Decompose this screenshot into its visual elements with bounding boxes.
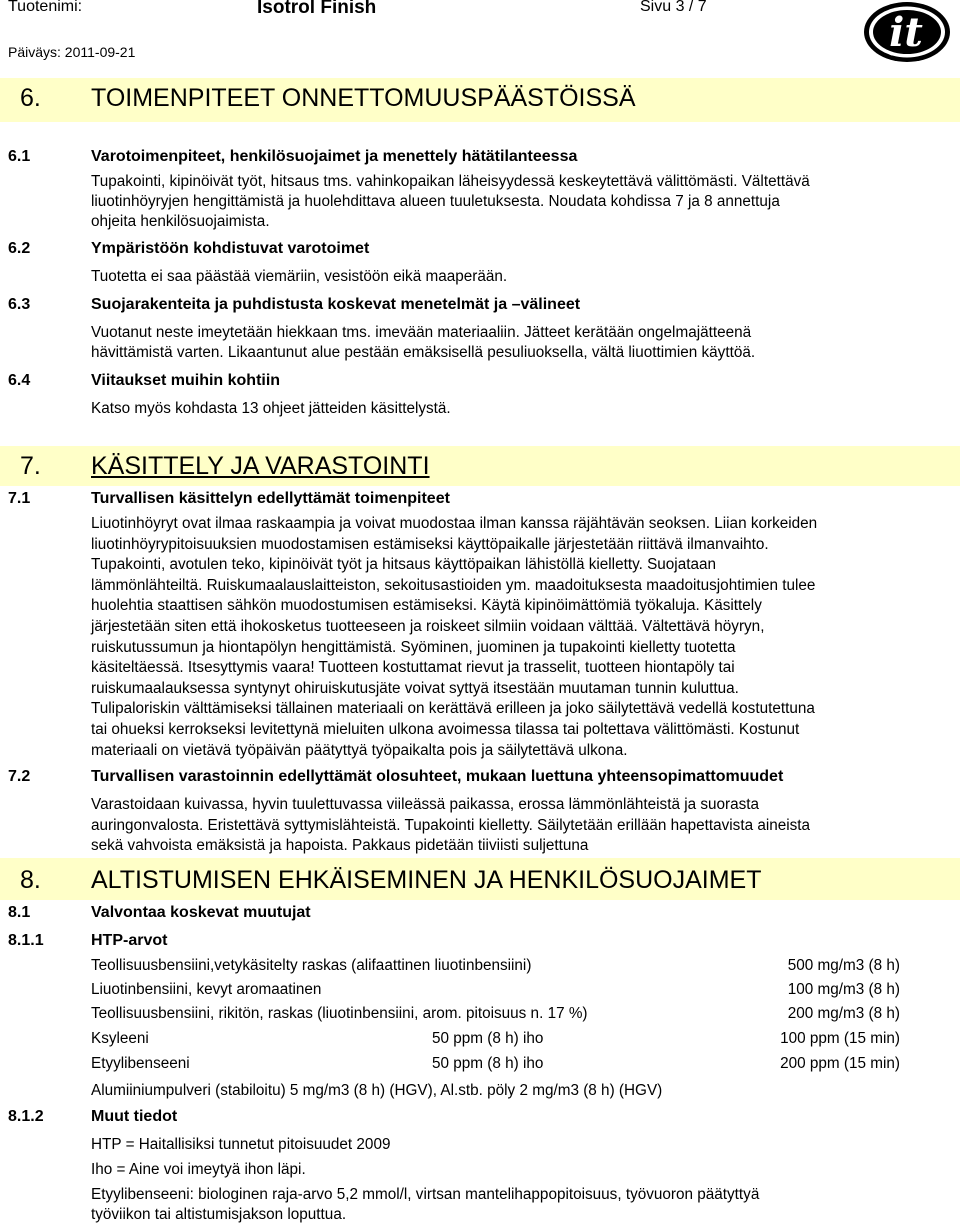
section-6-3-line: hävittämistä varten. Likaantunut alue pestään emäksisellä pesuliuoksella, vältä liuottimien käyttöä. [91,344,756,361]
section-7-2-title: Turvallisen varastoinnin edellyttämät olosuhteet, mukaan luettuna yhteensopimattomuudet [91,768,784,785]
htp-substance: Liuotinbensiini, kevyt aromaatinen [91,981,322,998]
section-6-3-number: 6.3 [8,296,31,313]
page-number: Sivu 3 / 7 [640,0,707,15]
section-7-2-line: sekä vahvoista emäksistä ja hapoista. Pakkaus pidetään tiiviisti suljettuna [91,837,589,855]
other-info-line: työviikon tai altistumisjakson loputtua. [91,1206,347,1223]
section-8-number: 8. [20,866,41,894]
htp-limit-8h: 50 ppm (8 h) iho [432,1030,544,1047]
section-8-title: ALTISTUMISEN EHKÄISEMINEN JA HENKILÖSUOJAIMET [91,866,762,894]
section-7-1-line: Tupakointi, avotulen teko, kipinöivät työt ja hitsaus käyttöpaikan lähistöllä kielletty. Suojataan [91,556,716,574]
section-8-1-2-number: 8.1.2 [8,1108,44,1125]
section-6-2-number: 6.2 [8,240,31,257]
section-7-1-line: käsiteltäessä. Itsesyttymis vaara! Tuotteen kostuttamat rievut ja trasselit, tuotteen hiontapöly tai [91,659,735,677]
section-6-2-title: Ympäristöön kohdistuvat varotoimet [91,240,370,257]
section-7-2-line: auringonvalosta. Eristettävä syttymislähteistä. Tupakointi kielletty. Säilytetään erillään hapettavista aineista [91,816,811,834]
product-name: Isotrol Finish [257,0,377,18]
section-7-1-number: 7.1 [8,490,31,507]
section-6-1-title: Varotoimenpiteet, henkilösuojaimet ja menettely hätätilanteessa [91,148,578,165]
aluminium-limit-line: Alumiiniumpulveri (stabiloitu) 5 mg/m3 (8 h) (HGV), Al.stb. pöly 2 mg/m3 (8 h) (HGV) [91,1082,663,1099]
section-7-1-line: Liuotinhöyryt ovat ilmaa raskaampia ja voivat muodostaa ilman kanssa räjähtävän seoksen. Liian korkeiden [91,515,818,532]
htp-limit-8h: 50 ppm (8 h) iho [432,1055,544,1072]
section-6-4-text: Katso myös kohdasta 13 ohjeet jätteiden käsittelystä. [91,400,451,417]
htp-limit-value: 500 mg/m3 (8 h) [787,957,900,974]
document-date: Päiväys: 2011-09-21 [8,44,136,60]
htp-limit-value: 100 ppm (15 min) [780,1030,900,1047]
company-logo [862,0,952,64]
section-8-1-title: Valvontaa koskevat muutujat [91,904,311,921]
section-6-3-line: Vuotanut neste imeytetään hiekkaan tms. imevään materiaaliin. Jätteet kerätään ongelmajätteenä [91,324,752,341]
section-6-4-title: Viitaukset muihin kohtiin [91,372,281,389]
section-6-title: TOIMENPITEET ONNETTOMUUSPÄÄSTÖISSÄ [91,84,636,112]
header-label: Tuotenimi: [8,0,83,15]
section-6-1-number: 6.1 [8,148,31,165]
section-7-1-title: Turvallisen käsittelyn edellyttämät toimenpiteet [91,490,450,507]
section-7-1-line: materiaali on vietävä työpäivän päätyttyä työpaikalta pois ja säilytettävä ulkona. [91,741,628,759]
section-7-1-line: liuotinhöyrypitoisuuksien muodostamisen estämiseksi käyttöpaikalle järjestetään riittävä ilmanvaihto. [91,535,769,553]
htp-limit-value: 200 ppm (15 min) [780,1055,900,1072]
section-7-1-line: ruiskutussumun ja hiontapölyn hengittämistä. Syöminen, juominen ja tupakointi kielletty tuotetta [91,638,736,656]
section-7-2-number: 7.2 [8,768,31,785]
other-info-line: Iho = Aine voi imeytyä ihon läpi. [91,1161,306,1178]
logo-text: it [889,9,923,56]
htp-limit-value: 100 mg/m3 (8 h) [787,981,900,998]
htp-substance: Etyylibenseeni [91,1055,190,1072]
section-6-1-line: liuotinhöyryjen hengittämistä ja huolehdittava alueen tuuletuksesta. Noudata kohdissa 7 ja 8 annettuja [91,193,780,210]
htp-substance: Ksyleeni [91,1030,149,1047]
section-8-1-1-title: HTP-arvot [91,932,168,949]
section-6-4-number: 6.4 [8,372,31,389]
section-7-1-line: huolehtia staattisen sähkön muodostumisen estämiseksi. Käytä kipinöimättömiä työkaluja. Käsittely [91,597,762,615]
section-6-1-line: Tupakointi, kipinöivät työt, hitsaus tms. vahinkopaikan läheisyydessä keskeytettävä välittömästi. Vältettävä [91,173,810,190]
section-6-number: 6. [20,84,41,112]
section-7-1-line: Tulipaloriskin välttämiseksi tällainen materiaali on kerättävä erilleen ja joko säilytettävä vedellä kostutettuna [91,700,815,718]
section-6-3-title: Suojarakenteita ja puhdistusta koskevat menetelmät ja –välineet [91,296,581,313]
section-7-number: 7. [20,452,41,480]
htp-limit-value: 200 mg/m3 (8 h) [787,1005,900,1022]
section-7-1-line: järjestetään siten että ihokosketus tuotteeseen ja roiskeet silmiin voidaan välttää. Vältettävä höyryn, [91,618,765,635]
section-8-1-number: 8.1 [8,904,31,921]
other-info-line: Etyylibenseeni: biologinen raja-arvo 5,2 mmol/l, virtsan mantelihappopitoisuus, työvuoron päätyttyä [91,1186,760,1203]
htp-substance: Teollisuusbensiini, rikitön, raskas (liuotinbensiini, arom. pitoisuus n. 17 %) [91,1005,588,1022]
section-7-2-line: Varastoidaan kuivassa, hyvin tuulettuvassa viileässä paikassa, erossa lämmönlähteistä ja suorasta [91,796,760,813]
section-7-title: KÄSITTELY JA VARASTOINTI [91,452,430,480]
htp-substance: Teollisuusbensiini,vetykäsitelty raskas (alifaattinen liuotinbensiini) [91,957,532,974]
section-8-1-1-number: 8.1.1 [8,932,44,949]
section-6-2-text: Tuotetta ei saa päästää viemäriin, vesistöön eikä maaperään. [91,268,508,285]
section-8-1-2-title: Muut tiedot [91,1108,178,1125]
section-7-1-line: ruiskumaalauksessa syntynyt ohiruiskutusjäte voivat syttyä itsestään muutaman tunnin kuluttua. [91,679,739,697]
other-info-line: HTP = Haitallisiksi tunnetut pitoisuudet 2009 [91,1136,391,1153]
section-7-1-line: lämmönlähteiltä. Ruiskumaalauslaitteiston, sekoitusastioiden ym. maadoituksesta maadoitusjohtimien tulee [91,576,816,594]
section-6-1-line: ohjeita henkilösuojaimista. [91,213,270,230]
section-7-1-line: tai ohueksi kerrokseksi levitettynä mieluiten ulkona avoimessa tilassa tai poltettava välittömästi. Kostunut [91,721,800,738]
